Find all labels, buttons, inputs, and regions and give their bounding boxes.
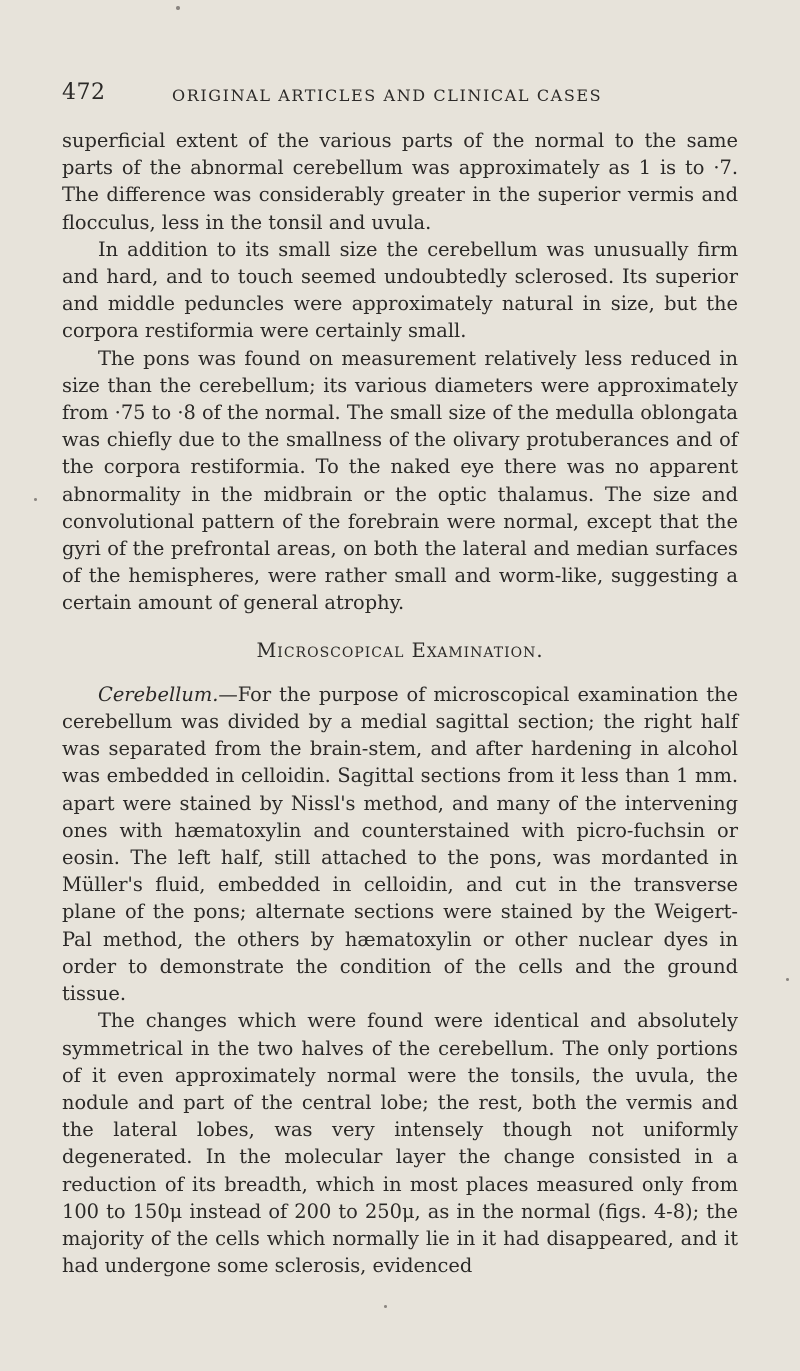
section-heading: Microscopical Examination.: [256, 638, 544, 662]
paragraph-1: superficial extent of the various parts of the normal to the same parts of the abnormal cerebellum was approximately as 1 is to ·7. The difference was considerably greater in the superior vermis and flocculus, less in the tonsil and uvula.: [62, 129, 738, 234]
paragraph-4-text: —For the purpose of microscopical examination the cerebellum was divided by a medial sagittal section; the right half was separated from the brain-stem, and after hardening in alcohol was embedded in celloidin. Sagittal sections from it less than 1 mm. apart were stained by Nissl's method, and many of the intervening ones with hæmatoxylin and counterstained with picro-fuchsin or eosin. The left half, still attached to the pons, was mordanted in Müller's fluid, embedded in celloidin, and cut in the transverse plane of the pons; alternate sections were stained by the Weigert-Pal method, the others by hæmatoxylin or other nuclear dyes in order to demonstrate the condition of the cells and the ground tissue.: [62, 682, 738, 1006]
paragraph-2: In addition to its small size the cerebellum was unusually firm and hard, and to touch seemed undoubtedly sclerosed. Its superior and middle peduncles were approximately natural in size, but the corpora restiformia were certainly small.: [62, 237, 738, 343]
body-text: [62, 127, 738, 1279]
running-title: ORIGINAL ARTICLES AND CLINICAL CASES: [172, 86, 603, 105]
paragraph-4: [62, 681, 738, 1007]
paper-speck: [786, 978, 789, 981]
paragraph-3: The pons was found on measurement relatively less reduced in size than the cerebellum; its various diameters were approximately from ·75 to ·8 of the normal. The small size of the medulla oblongata was chiefly due to the smallness of the olivary protuberances and of the corpora restiformia. To the naked eye there was no apparent abnormality in the midbrain or the optic thalamus. The size and convolutional pattern of the forebrain were normal, except that the gyri of the prefrontal areas, on both the lateral and median surfaces of the hemispheres, were rather small and worm-like, suggesting a certain amount of general atrophy.: [62, 346, 738, 615]
page-number: 472: [62, 80, 106, 105]
paper-speck: [34, 498, 37, 501]
paragraph-5: The changes which were found were identical and absolutely symmetrical in the two halves of the cerebellum. The only portions of it even approximately normal were the tonsils, the uvula, the nodule and part of the central lobe; the rest, both the vermis and the lateral lobes, was very intensely though not uniformly degenerated. In the molecular layer the change consisted in a reduction of its breadth, which in most places measured only from 100 to 150μ instead of 200 to 250μ, as in the normal (figs. 4-8); the majority of the cells which normally lie in it had disappeared, and it had undergone some sclerosis, evidenced: [62, 1009, 738, 1278]
paragraph-4-lead: Cerebellum.: [98, 682, 219, 706]
paper-speck: [176, 6, 180, 10]
page-header: [62, 80, 738, 116]
paper-speck: [384, 1305, 387, 1308]
